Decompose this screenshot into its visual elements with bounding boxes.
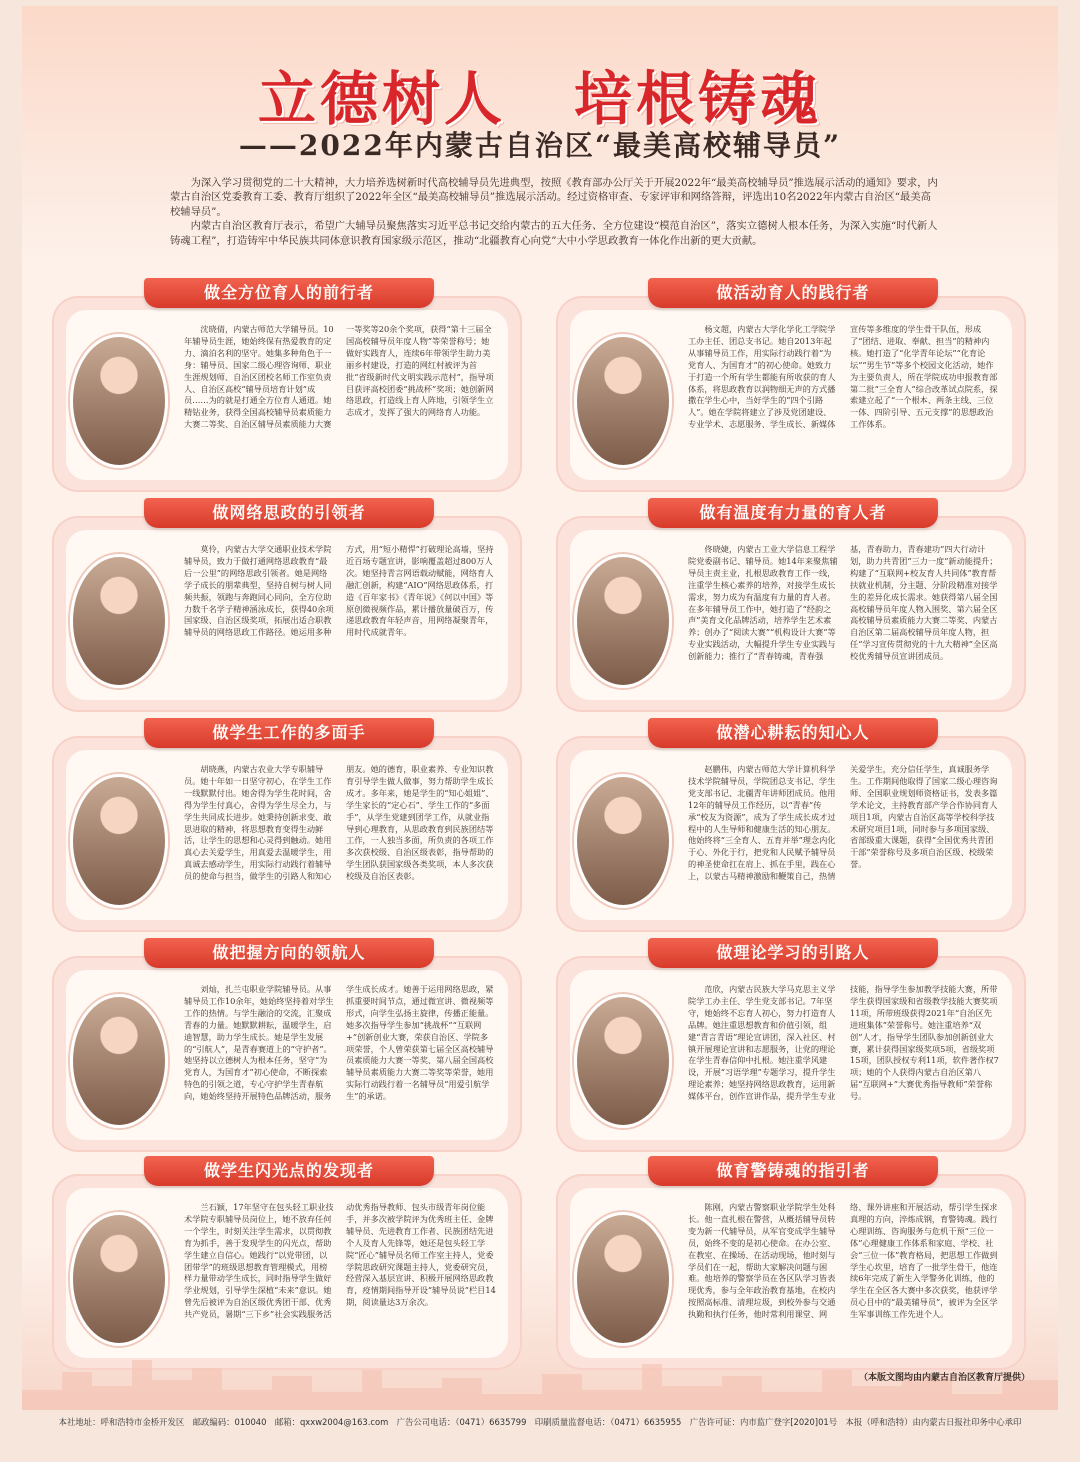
profile-card [52, 943, 522, 1152]
card-heading: 做全方位育人的前行者 [144, 278, 434, 308]
title-left: 立德树人 [257, 65, 506, 133]
card-text: 杨文超，内蒙古大学化学化工学院学工办主任、团总支书记。她自2013年起从事辅导员工作，用实际行动践行着“为党育人、为国育才”的初心使命。她致力于打造一个所有学生都能有所收获的育人体系，将思政教育以润物细无声的方式播撒在学生心中，当好学生的“四个引路人”。她在学院将建立了涉及党团建设、专业学术、志愿服务、学生成长、新媒体宣传等多维度的学生骨干队伍，形成了“团结、进取、奉献、担当”的精神内核。她打造了“化学青年论坛”“化育论坛”“男生节”等多个校园文化活动，她作为主要负责人，所在学院成功申报教育部第二批“三全育人”综合改革试点院系，探索建立起了“一个根本、两条主线、三位一体、四阶引导、五元支撑”的思想政治工作体系。 [688, 324, 998, 430]
profile-card [556, 723, 1026, 932]
profile-card [52, 723, 522, 932]
card-heading: 做潜心耕耘的知心人 [648, 718, 938, 748]
card-heading: 做活动育人的践行者 [648, 278, 938, 308]
card-heading: 做有温度有力量的育人者 [648, 498, 938, 528]
newspaper-page [22, 6, 1058, 1410]
profile-photo [70, 334, 168, 468]
page-subtitle: ——2022年内蒙古自治区“最美高校辅导员” [238, 129, 842, 162]
profile-photo [70, 554, 168, 688]
card-heading: 做学生工作的多面手 [144, 718, 434, 748]
profile-card [52, 283, 522, 492]
intro-paragraph: 为深入学习贯彻党的二十大精神，大力培养选树新时代高校辅导员先进典型，按照《教育部办公厅关于开展2022年“最美高校辅导员”推选展示活动的通知》要求，内蒙古自治区党委教育工委、教育厅组织了2022年全区“最美高校辅导员”推选展示活动。经过资格审查、专家评审和网络答辩，评选出10名2022年内蒙古自治区“最美高校辅导员”。 [170, 177, 938, 218]
image-credit: （本版文图均由内蒙古自治区教育厅提供） [858, 1373, 1030, 1383]
profile-card [52, 503, 522, 712]
card-heading: 做理论学习的引路人 [648, 938, 938, 968]
card-text: 赵鹏伟，内蒙古师范大学计算机科学技术学院辅导员，学院团总支书记、学生党支部书记、北疆青年讲师团成员。他用12年的辅导员工作经历，以“青春”传承“校友为资源”，成为了学生成长成才过程中的人生导师和健康生活的知心朋友。他始终将“三全育人、五育并举”理念内化于心、外化于行，把党和人民赋予辅导员的神圣使命扛在肩上、抓在手里，践在心上，以蒙古马精神激励和鞭策自己，热情关爱学生，充分信任学生，真诚服务学生。工作期间他取得了国家二级心理咨询师、全国职业规划师资格证书，发表多篇学术论文，主持教育部产学合作协同育人项目1项，内蒙古自治区高等学校科学技术研究项目1项，同时参与多项国家级、省部级重大课题，获得“全国优秀共青团干部”荣誉称号及多项自治区级、校级荣誉。 [688, 764, 998, 882]
card-text: 范欣，内蒙古民族大学马克思主义学院学工办主任、学生党支部书记。7年坚守，她始终不忘育人初心，努力打造育人品牌。她注重思想教育和价值引领，组建“青言青语”理论宣讲团，深入社区、村镇开展理论宣讲和志愿服务，让党的理论在学生青春信仰中扎根。她注重学风建设，开展“习语学理”专题学习，提升学生理论素养；她坚持网络思政教育，运用新媒体平台，创作宣讲作品，提升学生专业技能，指导学生参加教学技能大赛，所带学生获得国家级和省级教学技能大赛奖项11项，所带班级获得2021年“自治区先进班集体”荣誉称号。她注重培养“双创”人才，指导学生团队参加创新创业大赛，累计获得国家级奖项5项，省级奖项15项，团队授权专利11项，软件著作权7项；她的个人获得内蒙古自治区第八届“互联网+”大赛优秀指导教师”荣誉称号。 [688, 984, 999, 1102]
card-text: 陈刚，内蒙古警察职业学院学生处科长。他一直扎根在警营，从概括辅导员转变为新一代辅导员，从军官变成学生辅导员，始终不变的是初心使命。在办公室、在教室、在操场、在活动现场，他时刻与学员们在一起，帮助大家解决问题与困难。他培养的警察学员在各区队学习皆表现优秀，参与全年政治教育基地，在校内按照高标准、清理垃圾，到校外参与交通执勤和执行任务，他时常利用课堂、网络、课外讲座和开展活动，帮引学生探求真理的方向，淬炼成钢，育警铸魂。践行心理训练、咨询服务与危机干预“三位一体”心理健康工作体系和家庭、学校、社会“三位一体”教育格局，把思想工作做到学生心坎里，培育了一批学生骨干，他连续6年完成了新生入学警务化训练，他的学生在全区各大赛中多次获奖，他获评学员心目中的“最美辅导员”，被评为全区学生军事训练工作先进个人。 [688, 1202, 998, 1320]
profile-photo [574, 774, 672, 908]
profile-photo [574, 994, 672, 1128]
card-text: 佟晓婕，内蒙古工业大学信息工程学院党委副书记、辅导员。她14年来聚焦辅导员主责主业，扎根思政教育工作一线，注重学生核心素养的培养，对接学生成长需求，努力成为有温度有力量的育人者。在多年辅导员工作中，她打造了“经韵之声”美育文化品牌活动，培养学生艺术素养；创办了“阅读大赛”“机构设计大赛”等专业实践活动，大幅提升学生专业实践与创新能力；推行了“青春铸魂，青春强基，青春助力，青春建功”四大行动计划，助力共青团“三力一度”新动能提升；构建了“互联网+校友育人共同体”教育帮扶就业机制，分主题、分阶段精准对接学生的差异化成长需求。她获得第八届全国高校辅导员年度人物入围奖、第六届全区高校辅导员素质能力大赛二等奖、内蒙古自治区第二届高校辅导员年度人物，担任“学习宣传贯彻党的十九大精神”全区高校优秀辅导员宣讲团成员。 [688, 544, 998, 662]
profile-photo [574, 554, 672, 688]
card-text: 沈晓倩，内蒙古师范大学辅导员。10年辅导员生涯，她始终保有热爱教育的定力、滴泊名利的坚守。她集多种角色于一身：辅导员、国家二级心理咨询师、职业生涯规划师、自治区团校名师工作室负责人、自治区高校“辅导员培育计划”成员……为的就是打通全方位育人通道。她精钻业务，获得全国高校辅导员素质能力大赛二等奖、自治区辅导员素质能力大赛一等奖等20余个奖项，获得“第十三届全国高校辅导员年度人物”等荣誉称号；她做好实践育人，连续6年带领学生助力美丽乡村建设，打造的网红村被评为首批“省级新时代文明实践示范村”，指导项目获评高校团委“挑战杯”奖项；她创新网络思政，打造线上育人阵地，引领学生立志成才，发挥了强大的网络育人功能。 [184, 324, 494, 430]
card-text: 兰石颖，17年坚守在包头轻工职业技术学院专职辅导员岗位上，她不放弃任何一个学生，时刻关注学生需求，以贯彻教育为抓手，善于发现学生的闪光点，帮助学生建立自信心。她践行“以党带团，以团带学”的班级思想教育管理模式，用榜样力量带动学生成长，同时指导学生做好学业规划，引导学生深植“未来”意识。她曾先后被评为自治区级优秀团干部、优秀共产党员，暑期“三下乡”社会实践服务活动优秀指导教师、包头市级青年岗位能手，并多次被学院评为优秀班主任、金牌辅导员、先进教育工作者、民族团结先进个人及育人先锋等，她还是包头轻工学院“匠心”辅导员名师工作室主持人，党委学院思政研究课题主持人，党委研究员，经营深入基层宣讲、积极开展网络思政教育，疫情期间指导开设“辅导员说”栏目14期，阅读量达3万余次。 [184, 1202, 496, 1320]
card-heading: 做育警铸魂的指引者 [648, 1156, 938, 1186]
card-heading: 做网络思政的引领者 [144, 498, 434, 528]
profile-photo [70, 994, 168, 1128]
card-text: 刘灿，扎兰屯职业学院辅导员。从事辅导员工作10余年，她始终坚持着对学生工作的热情。与学生融洽的交流，汇聚成青春的力量。她默默耕耘，温暖学生，启迪智慧，助力学生成长。她是学生发展的“引航人”，是青春赛道上的“守护者”。她坚持以立德树人为根本任务，坚守“为党育人，为国育才”初心使命，不断探索特色的引领之道，专心守护学生青春航向，她始终坚持开展特色品牌活动，服务学生成长成才。她善于运用网络思政，紧抓重要时间节点，通过微宣讲、微视频等形式，向学生弘扬主旋律，传播正能量。她多次指导学生参加“挑战杯”“互联网+”创新创业大赛，荣获自治区、学院多项荣誉，个人曾荣获第七届全区高校辅导员素质能力大赛一等奖、第八届全国高校辅导员素质能力大赛二等奖等荣誉，她用实际行动践行着一名辅导员“用爱引航学生”的承诺。 [184, 984, 494, 1102]
title-right: 培根铸魂 [574, 65, 823, 133]
card-text: 莫伶，内蒙古大学交通职业技术学院辅导员，致力于做打通网络思政教育“最后一公里”的网络思政引领者。她是网络学子成长的朋辈典型，坚持自树与树人同频共振，领跑与奔跑同心同向，全方位助力数千名学子精神涵泳成长，获得40余项国家级、自治区级奖项，拓展出适合职教辅导员的网络思政工作路径。她运用多种方式，用“短小精悍”打破理论高墙，坚持近百场专题宣讲，影响覆盖超过800万人次。她坚持青言网语载动赋能，网络育人融汇创新，构建“AIO”网络思政体系，打造《百年家书》《青年说》《何以中国》等原创微视频作品，累计播放量破百万，传递思政教育年轻声音，用网络凝聚青年，用时代成就青年。 [184, 544, 494, 638]
card-heading: 做学生闪光点的发现者 [144, 1156, 434, 1186]
profile-card [556, 943, 1026, 1152]
profile-card [556, 503, 1026, 712]
card-heading: 做把握方向的领航人 [144, 938, 434, 968]
profile-photo [574, 334, 672, 468]
profile-card [556, 283, 1026, 492]
footer-imprint: 本社地址：呼和浩特市金桥开发区 邮政编码：010040 邮箱：qxxw2004@163.com 广告公司电话：（0471）6635799 印刷质量监督电话：（0471）6635955 广告许可证：内市监广登字[2020]01号 本报（呼和浩特）由内蒙古日报社印务中心承印 [58, 1417, 1022, 1427]
intro-paragraph: 内蒙古自治区教育厅表示，希望广大辅导员聚焦落实习近平总书记交给内蒙古的五大任务、全方位建设“模范自治区”，落实立德树人根本任务，为深入实施“时代新人铸魂工程”，打造铸牢中华民族共同体意识教育国家级示范区，推动“北疆教育心向党”大中小学思政教育一体化作出新的更大贡献。 [170, 220, 938, 247]
intro-text [170, 176, 940, 248]
card-text: 胡晓燕，内蒙古农业大学专职辅导员。她十年如一日坚守初心，在学生工作一线默默付出。她舍得为学生花时间，舍得为学生付真心，舍得为学生尽全力，与学生共同成长进步。她秉持创新求变、敢思进取的精神，将思想教育变得生动鲜活，让学生的思想和心灵得到触动。她用真心去关爱学生，用真爱去温暖学生，用真诚去感动学生，用实际行动践行着辅导员的使命与担当，做学生的引路人和知心朋友。她的德育，职业素养、专业知识教育引导学生做人做事，努力帮助学生成长成才。多年来，她是学生的“知心姐姐”、学生家长的“定心石”、学生工作的“多面手”，从学生党建到团学工作，从就业指导到心理教育，从思政教育到民族团结等工作，一人独当多面，所负责的各项工作多次获校级、自治区级表彰，指导帮助的学生团队获国家级各类奖项，本人多次获校级及自治区表彰。 [184, 764, 494, 882]
profile-photo [70, 774, 168, 908]
city-skyline-decoration [22, 1320, 1058, 1410]
